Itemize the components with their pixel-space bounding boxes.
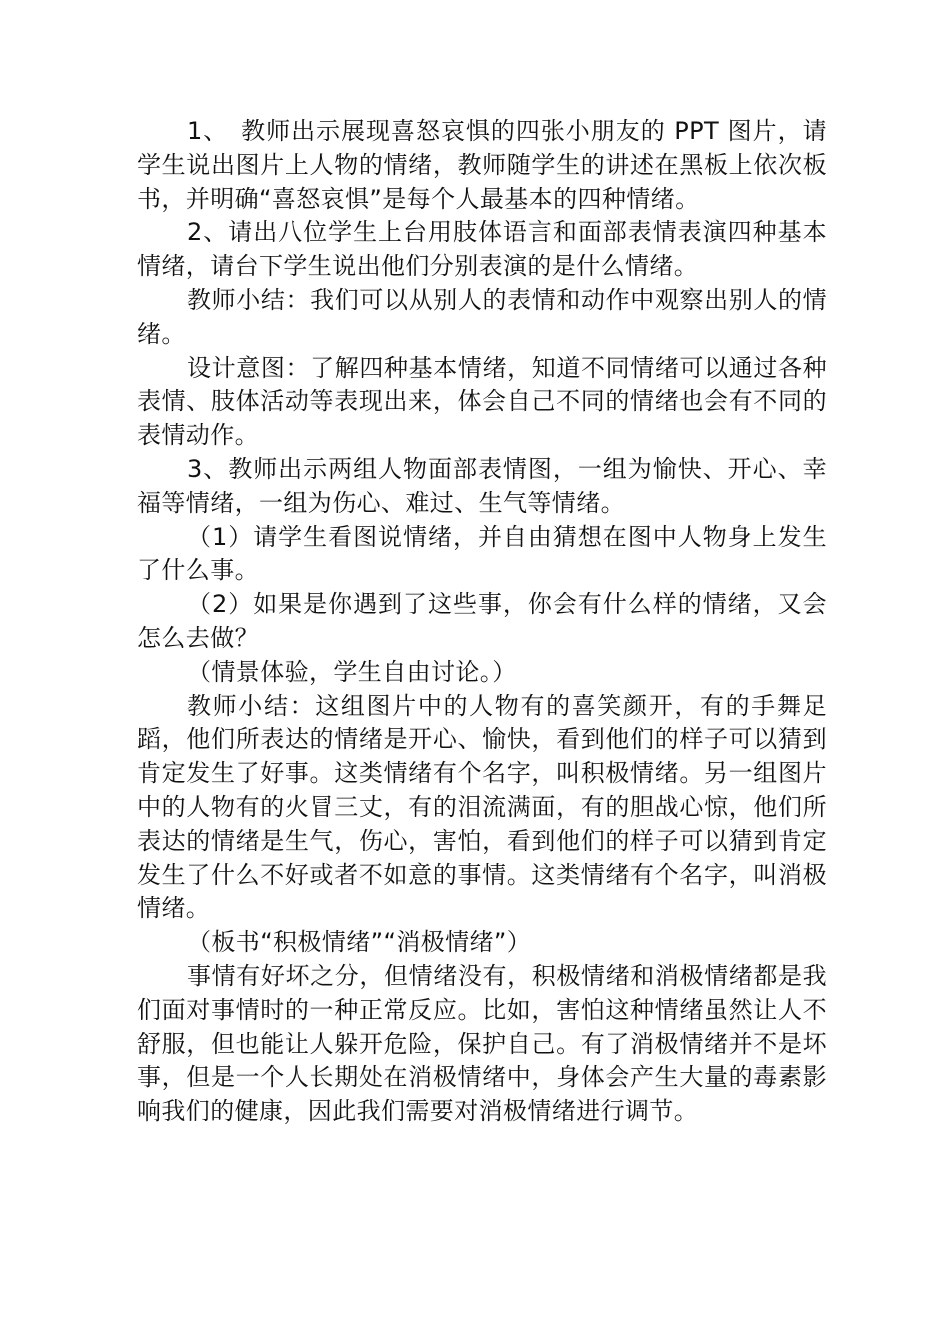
paragraph-step-3: 3、教师出示两组人物面部表情图，一组为愉快、开心、幸福等情绪，一组为伤心、难过、生气等情绪。	[137, 454, 827, 517]
paragraph-scenario-note: （情景体验，学生自由讨论。）	[187, 657, 517, 686]
paragraph-sub-1: （1）请学生看图说情绪，并自由猜想在图中人物身上发生了什么事。	[137, 522, 827, 585]
paragraph-board-note: （板书“积极情绪”“消极情绪”）	[187, 928, 532, 957]
paragraph-conclusion: 事情有好坏之分，但情绪没有，积极情绪和消极情绪都是我们面对事情时的一种正常反应。比如，害怕这种情绪虽然让人不舒服，但也能让人躲开危险，保护自己。有了消极情绪并不是坏事，但是一个人长期处在消极情绪中，身体会产生大量的毒素影响我们的健康，因此我们需要对消极情绪进行调节。	[137, 961, 827, 1126]
paragraph-step-1: 1、 教师出示展现喜怒哀惧的四张小朋友的 PPT 图片，请学生说出图片上人物的情绪，教师随学生的讲述在黑板上依次板书，并明确“喜怒哀惧”是每个人最基本的四种情绪。	[137, 117, 827, 213]
paragraph-design-intent: 设计意图：了解四种基本情绪，知道不同情绪可以通过各种表情、肢体活动等表现出来，体会自己不同的情绪也会有不同的表情动作。	[137, 353, 827, 450]
paragraph-teacher-summary-2: 教师小结：这组图片中的人物有的喜笑颜开，有的手舞足蹈，他们所表达的情绪是开心、愉快，看到他们的样子可以猜到肯定发生了好事。这类情绪有个名字，叫积极情绪。另一组图片中的人物有的火冒三丈，有的泪流满面，有的胆战心惊，他们所表达的情绪是生气，伤心，害怕，看到他们的样子可以猜到肯定发生了什么不好或者不如意的事情。这类情绪有个名字，叫消极情绪。	[137, 691, 827, 923]
paragraph-teacher-summary-1: 教师小结：我们可以从别人的表情和动作中观察出别人的情绪。	[137, 285, 827, 348]
document-body	[137, 115, 827, 1129]
paragraph-sub-2: （2）如果是你遇到了这些事，你会有什么样的情绪，又会怎么去做？	[137, 590, 827, 652]
paragraph-step-2: 2、请出八位学生上台用肢体语言和面部表情表演四种基本情绪，请台下学生说出他们分别表演的是什么情绪。	[137, 218, 827, 281]
